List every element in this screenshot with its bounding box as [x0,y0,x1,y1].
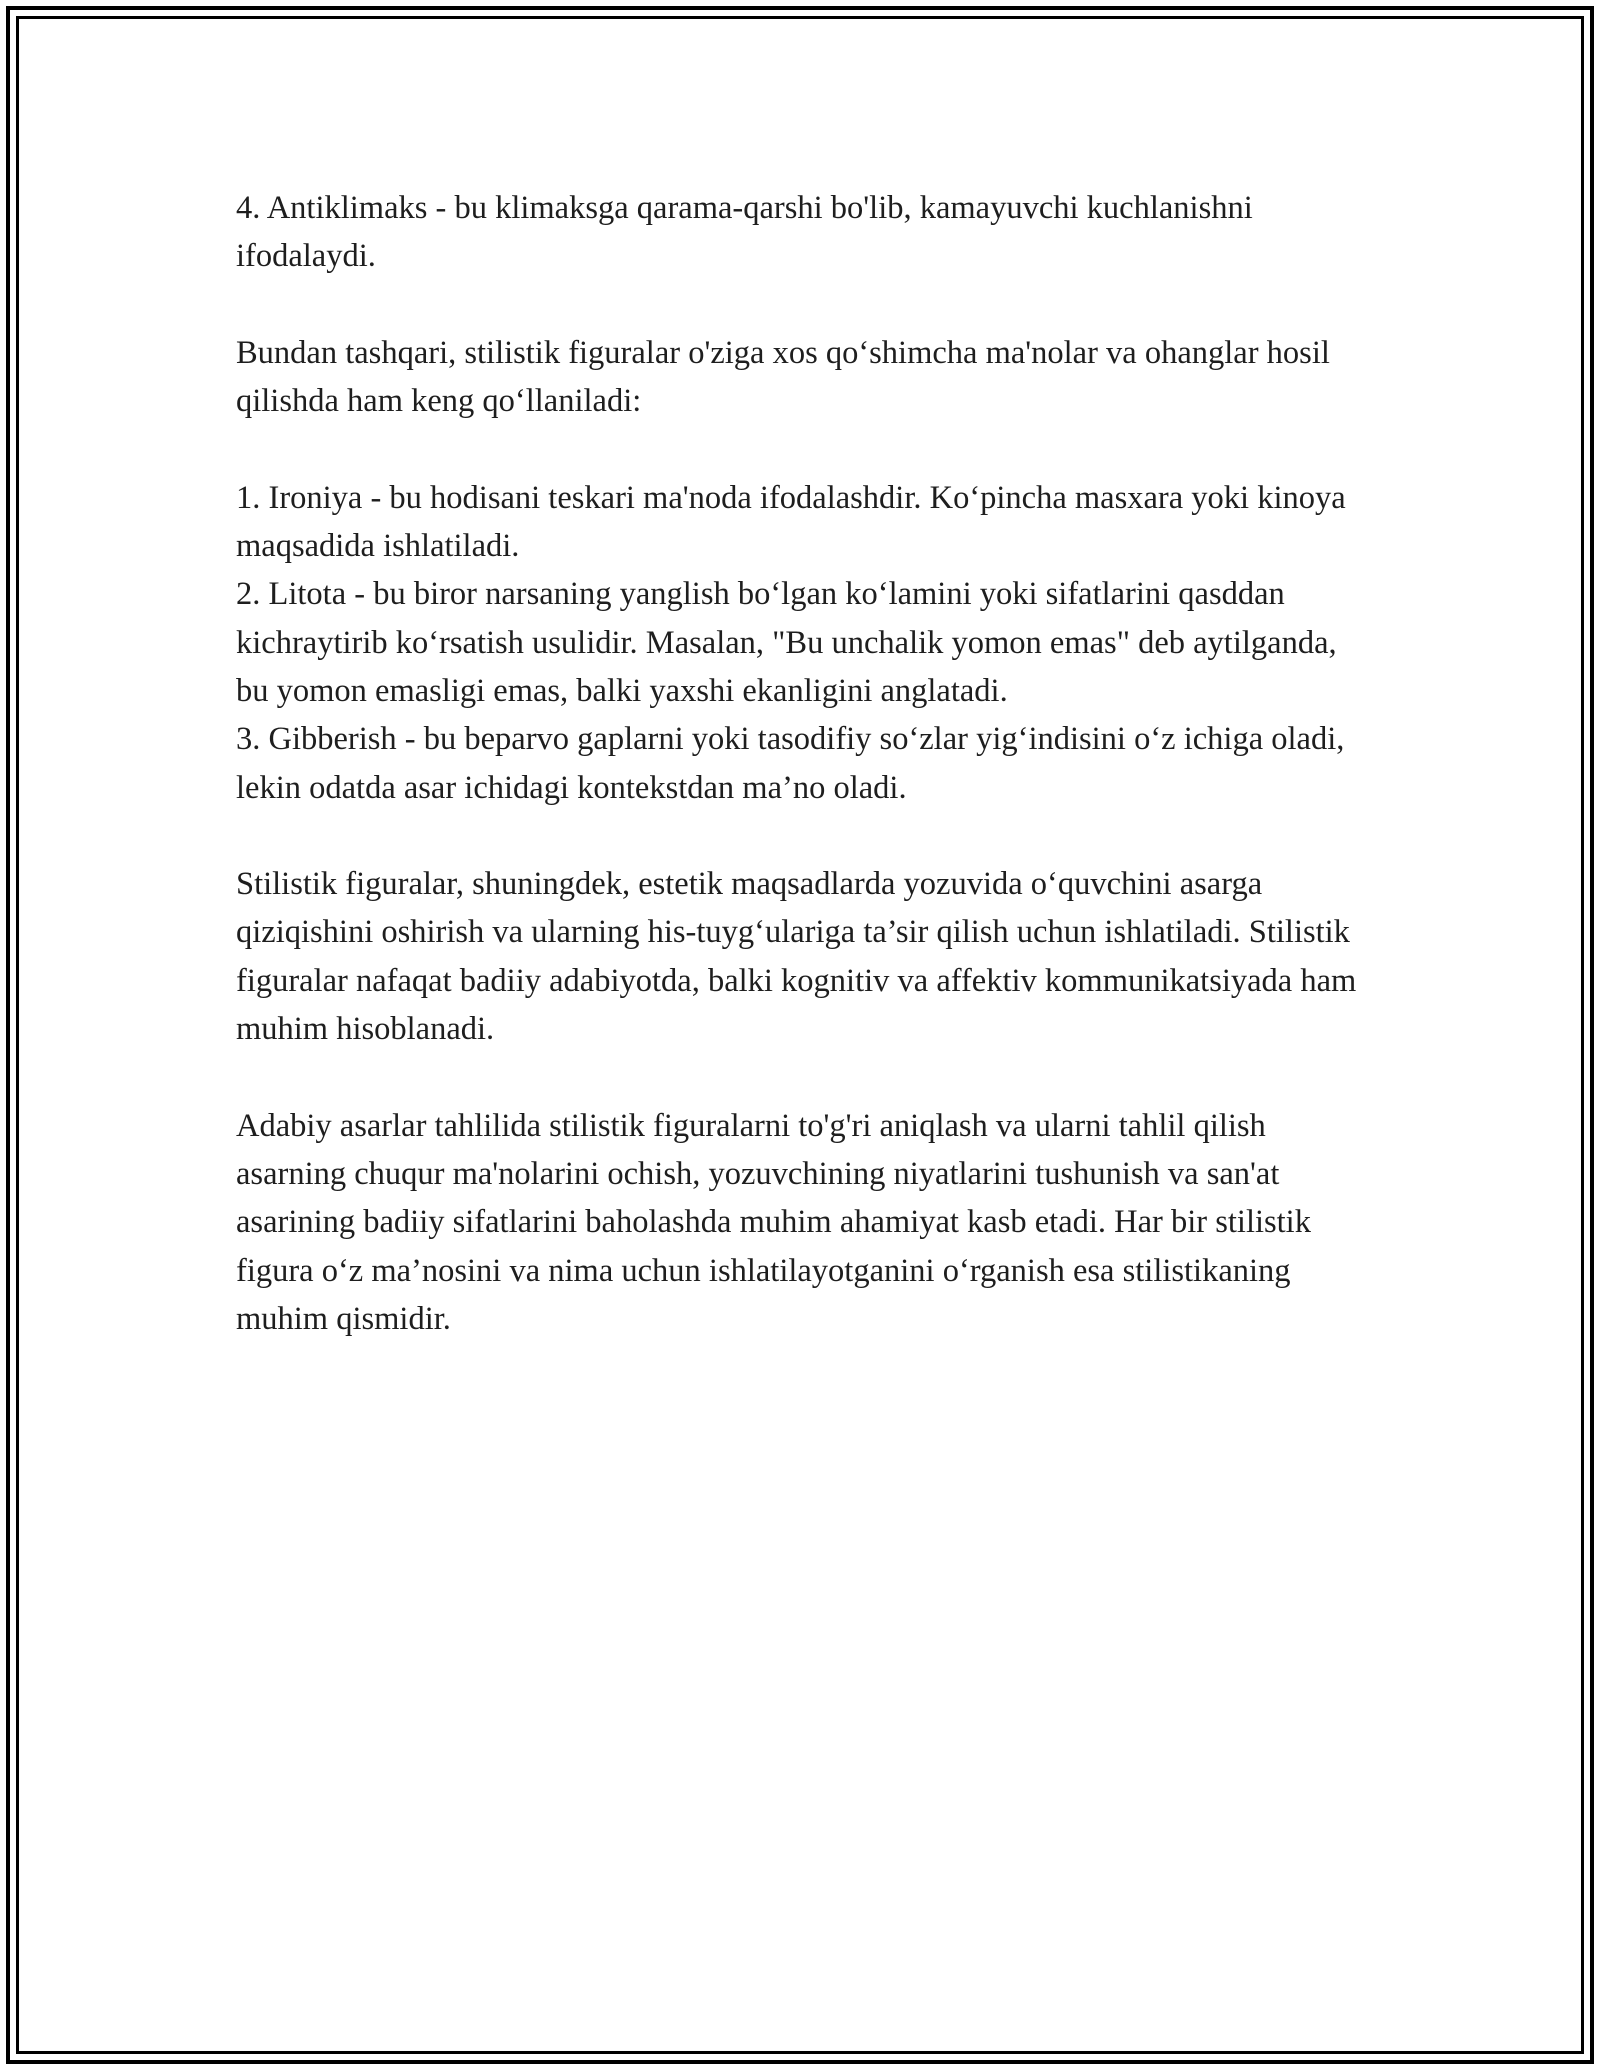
list-item-gibberish: 3. Gibberish - bu beparvo gaplarni yoki tasodifiy so‘zlar yig‘indisini o‘z ichiga oladi, lekin odatda asar ichidagi kontekstdan ma’no oladi. [236,721,1345,806]
paragraph-antiklimaks: 4. Antiklimaks - bu klimaksga qarama-qarshi bo'lib, kamayuvchi kuchlanishni ifodalaydi. [236,190,1253,275]
list-item-litota: 2. Litota - bu biror narsaning yanglish bo‘lgan ko‘lamini yoki sifatlarini qasddan kichraytirib ko‘rsatish usulidir. Masalan, "Bu unchalik yomon emas" deb aytilganda, bu yomon emasligi emas, balki yaxshi ekanligini anglatadi. [236,576,1337,709]
figures-list [236,474,1360,812]
paragraph-analysis: Adabiy asarlar tahlilida stilistik figuralarni to'g'ri aniqlash va ularni tahlil qilish asarning chuqur ma'nolarini ochish, yozuvchining niyatlarini tushunish va san'at asarining badiiy sifatlarini baholashda muhim ahamiyat kasb etadi. Har bir stilistik figura o‘z ma’nosini va nima uchun ishlatilayotganini o‘rganish esa stilistikaning muhim qismidir. [236,1107,1311,1337]
document-body [236,184,1360,1391]
list-item-ironiya: 1. Ironiya - bu hodisani teskari ma'noda ifodalashdir. Ko‘pincha masxara yoki kinoya maqsadida ishlatiladi. [236,479,1346,565]
paragraph-aesthetic: Stilistik figuralar, shuningdek, estetik maqsadlarda yozuvida o‘quvchini asarga qiziqishini oshirish va ularning his-tuyg‘ulariga ta’sir qilish uchun ishlatiladi. Stilistik figuralar nafaqat badiiy adabiyotda, balki kognitiv va affektiv kommunikatsiyada ham muhim hisoblanadi. [236,866,1357,1048]
paragraph-intro: Bundan tashqari, stilistik figuralar o'ziga xos qo‘shimcha ma'nolar va ohanglar hosil qilishda ham keng qo‘llaniladi: [236,334,1330,420]
